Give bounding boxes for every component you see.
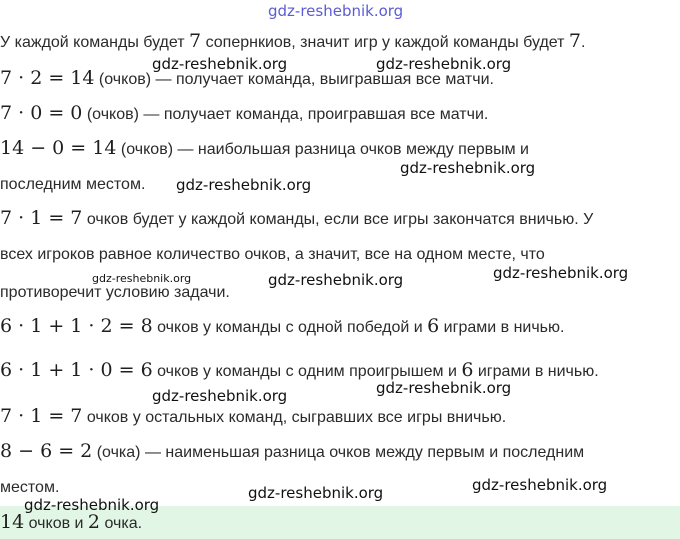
watermark: gdz-reshebnik.org [24, 496, 160, 514]
watermark: gdz-reshebnik.org [376, 379, 512, 397]
text-fragment: играми в ничью. [439, 319, 565, 336]
math-expression: 7 [189, 30, 202, 52]
text-fragment: очков у команды с одной победой и [152, 319, 428, 336]
text-fragment: (очков) — получает команда, проигравшая все матчи. [82, 106, 489, 123]
text-fragment: У каждой команды будет [0, 34, 190, 51]
math-expression: 7 · 2 = 14 [0, 67, 95, 89]
text-fragment: (очков) — наибольшая разница очков между первым и [116, 141, 529, 158]
text-fragment: играми в ничью. [473, 363, 599, 380]
text-fragment: сопернкиов, значит игр у каждой команды будет [201, 34, 569, 51]
text-fragment: очка. [100, 515, 143, 532]
watermark-top: gdz-reshebnik.org [268, 2, 404, 20]
text-line [0, 30, 680, 54]
text-fragment: (очков) — получает команда, выигравшая все матчи. [94, 71, 494, 88]
math-expression: 7 [568, 30, 582, 52]
watermark: gdz-reshebnik.org [92, 272, 192, 285]
math-expression: 6 [461, 359, 474, 381]
text-line [0, 174, 680, 196]
math-expression: 2 [87, 511, 101, 533]
text-fragment: противоречит условию задачи. [0, 284, 230, 301]
watermark: gdz-reshebnik.org [400, 159, 536, 177]
watermark: gdz-reshebnik.org [472, 476, 608, 494]
text-fragment: местом. [0, 479, 60, 496]
watermark: gdz-reshebnik.org [152, 55, 288, 73]
text-line [0, 359, 680, 383]
text-fragment: очков у команды с одним проигрышем и [152, 363, 462, 380]
watermark: gdz-reshebnik.org [248, 484, 384, 502]
math-expression: 14 − 0 = 14 [0, 137, 117, 159]
text-fragment: (очка) — наименьшая разница очков между первым и последним [92, 444, 585, 461]
math-expression: 7 · 1 = 7 [0, 405, 83, 427]
text-line [0, 244, 680, 266]
math-expression: 14 [0, 511, 25, 533]
text-line [0, 405, 680, 429]
text-line [0, 315, 680, 339]
text-fragment: очков и [24, 515, 88, 532]
text-line [0, 207, 680, 231]
text-line [0, 440, 680, 464]
watermark: gdz-reshebnik.org [376, 55, 512, 73]
text-fragment: очков будет у каждой команды, если все игры закончатся вничью. У [82, 211, 594, 228]
watermark: gdz-reshebnik.org [176, 176, 312, 194]
text-line [0, 102, 680, 126]
watermark: gdz-reshebnik.org [152, 387, 288, 405]
text-fragment: всех игроков равное количество очков, а значит, все на одном месте, что [0, 246, 545, 263]
text-fragment: очков у остальных команд, сыгравших все игры вничью. [82, 409, 507, 426]
text-fragment: . [581, 34, 586, 51]
text-line [0, 67, 680, 91]
watermark: gdz-reshebnik.org [268, 271, 404, 289]
math-expression: 7 · 1 = 7 [0, 207, 83, 229]
math-expression: 6 · 1 + 1 · 2 = 8 [0, 315, 153, 337]
text-fragment: последним местом. [0, 176, 146, 193]
math-expression: 7 · 0 = 0 [0, 102, 83, 124]
watermark: gdz-reshebnik.org [493, 264, 629, 282]
text-line [0, 137, 680, 161]
math-expression: 6 · 1 + 1 · 0 = 6 [0, 359, 153, 381]
math-expression: 8 − 6 = 2 [0, 440, 93, 462]
math-expression: 6 [427, 315, 440, 337]
answer-line [0, 511, 680, 535]
